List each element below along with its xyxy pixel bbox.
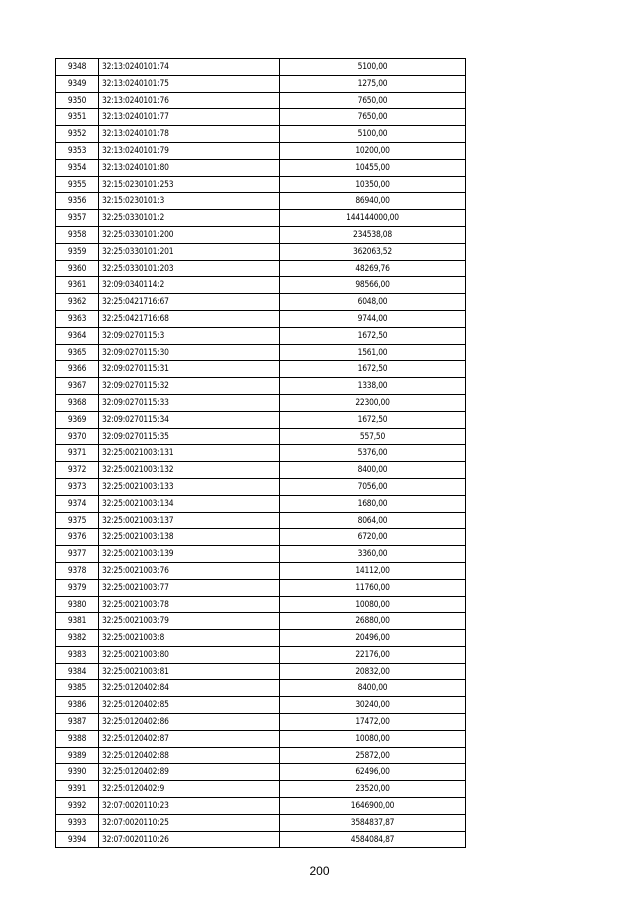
table-row	[56, 697, 466, 714]
cadastral-number-cell: 32:25:0421716:67	[99, 294, 280, 311]
cadastral-value-table	[55, 58, 466, 848]
row-number-cell: 9365	[56, 344, 99, 361]
cadastral-number-cell: 32:13:0240101:77	[99, 109, 280, 126]
table-row	[56, 546, 466, 563]
table-row	[56, 730, 466, 747]
row-number-cell: 9366	[56, 361, 99, 378]
cadastral-value-cell: 7056,00	[280, 478, 466, 495]
cadastral-value-cell: 10455,00	[280, 159, 466, 176]
cadastral-number-cell: 32:07:0020110:25	[99, 814, 280, 831]
row-number-cell: 9354	[56, 159, 99, 176]
cadastral-value-cell: 7650,00	[280, 92, 466, 109]
table-row	[56, 428, 466, 445]
row-number-cell: 9352	[56, 126, 99, 143]
cadastral-number-cell: 32:25:0021003:78	[99, 596, 280, 613]
cadastral-value-cell: 1646900,00	[280, 798, 466, 815]
row-number-cell: 9350	[56, 92, 99, 109]
cadastral-value-cell: 11760,00	[280, 579, 466, 596]
cadastral-value-cell: 1680,00	[280, 495, 466, 512]
table-row	[56, 210, 466, 227]
cadastral-number-cell: 32:25:0021003:80	[99, 646, 280, 663]
table-row	[56, 663, 466, 680]
cadastral-number-cell: 32:07:0020110:26	[99, 831, 280, 848]
cadastral-number-cell: 32:25:0120402:89	[99, 764, 280, 781]
table-row	[56, 176, 466, 193]
cadastral-number-cell: 32:25:0021003:81	[99, 663, 280, 680]
row-number-cell: 9360	[56, 260, 99, 277]
cadastral-number-cell: 32:25:0021003:79	[99, 613, 280, 630]
cadastral-number-cell: 32:13:0240101:74	[99, 59, 280, 76]
cadastral-number-cell: 32:25:0021003:138	[99, 529, 280, 546]
row-number-cell: 9381	[56, 613, 99, 630]
row-number-cell: 9388	[56, 730, 99, 747]
table-row	[56, 327, 466, 344]
cadastral-number-cell: 32:25:0120402:87	[99, 730, 280, 747]
row-number-cell: 9375	[56, 512, 99, 529]
cadastral-value-cell: 14112,00	[280, 562, 466, 579]
cadastral-value-cell: 25872,00	[280, 747, 466, 764]
cadastral-value-cell: 1275,00	[280, 75, 466, 92]
cadastral-number-cell: 32:15:0230101:3	[99, 193, 280, 210]
cadastral-value-cell: 22300,00	[280, 394, 466, 411]
cadastral-value-cell: 1672,50	[280, 327, 466, 344]
cadastral-number-cell: 32:07:0020110:23	[99, 798, 280, 815]
cadastral-number-cell: 32:25:0120402:86	[99, 714, 280, 731]
table-row	[56, 277, 466, 294]
cadastral-value-cell: 8064,00	[280, 512, 466, 529]
cadastral-number-cell: 32:25:0421716:68	[99, 310, 280, 327]
cadastral-value-cell: 8400,00	[280, 680, 466, 697]
row-number-cell: 9379	[56, 579, 99, 596]
cadastral-value-cell: 5376,00	[280, 445, 466, 462]
row-number-cell: 9371	[56, 445, 99, 462]
table-row	[56, 243, 466, 260]
cadastral-value-cell: 10200,00	[280, 142, 466, 159]
row-number-cell: 9349	[56, 75, 99, 92]
cadastral-value-cell: 3584837,87	[280, 814, 466, 831]
cadastral-value-cell: 62496,00	[280, 764, 466, 781]
cadastral-number-cell: 32:25:0021003:8	[99, 630, 280, 647]
cadastral-number-cell: 32:25:0330101:201	[99, 243, 280, 260]
table-row	[56, 411, 466, 428]
cadastral-value-cell: 362063,52	[280, 243, 466, 260]
cadastral-value-cell: 20496,00	[280, 630, 466, 647]
row-number-cell: 9356	[56, 193, 99, 210]
row-number-cell: 9389	[56, 747, 99, 764]
cadastral-number-cell: 32:25:0021003:137	[99, 512, 280, 529]
cadastral-value-cell: 22176,00	[280, 646, 466, 663]
table-row	[56, 159, 466, 176]
cadastral-value-cell: 5100,00	[280, 59, 466, 76]
cadastral-number-cell: 32:25:0021003:76	[99, 562, 280, 579]
cadastral-value-cell: 6048,00	[280, 294, 466, 311]
table-row	[56, 680, 466, 697]
cadastral-value-cell: 30240,00	[280, 697, 466, 714]
table-row	[56, 781, 466, 798]
table-row	[56, 646, 466, 663]
table-row	[56, 630, 466, 647]
cadastral-number-cell: 32:09:0270115:30	[99, 344, 280, 361]
row-number-cell: 9384	[56, 663, 99, 680]
row-number-cell: 9386	[56, 697, 99, 714]
row-number-cell: 9368	[56, 394, 99, 411]
row-number-cell: 9359	[56, 243, 99, 260]
table-row	[56, 193, 466, 210]
table-row	[56, 495, 466, 512]
cadastral-value-cell: 9744,00	[280, 310, 466, 327]
cadastral-number-cell: 32:13:0240101:80	[99, 159, 280, 176]
row-number-cell: 9358	[56, 226, 99, 243]
table-row	[56, 462, 466, 479]
row-number-cell: 9374	[56, 495, 99, 512]
row-number-cell: 9383	[56, 646, 99, 663]
row-number-cell: 9393	[56, 814, 99, 831]
table-row	[56, 142, 466, 159]
cadastral-number-cell: 32:25:0120402:9	[99, 781, 280, 798]
cadastral-number-cell: 32:09:0270115:3	[99, 327, 280, 344]
cadastral-value-cell: 557,50	[280, 428, 466, 445]
row-number-cell: 9370	[56, 428, 99, 445]
row-number-cell: 9351	[56, 109, 99, 126]
row-number-cell: 9377	[56, 546, 99, 563]
cadastral-value-cell: 3360,00	[280, 546, 466, 563]
table-row	[56, 75, 466, 92]
table-row	[56, 226, 466, 243]
cadastral-value-cell: 1672,50	[280, 411, 466, 428]
table-row	[56, 714, 466, 731]
row-number-cell: 9364	[56, 327, 99, 344]
cadastral-number-cell: 32:25:0021003:133	[99, 478, 280, 495]
row-number-cell: 9373	[56, 478, 99, 495]
row-number-cell: 9378	[56, 562, 99, 579]
row-number-cell: 9394	[56, 831, 99, 848]
page-number: 200	[309, 864, 330, 878]
cadastral-value-cell: 98566,00	[280, 277, 466, 294]
cadastral-number-cell: 32:13:0240101:78	[99, 126, 280, 143]
cadastral-number-cell: 32:13:0240101:76	[99, 92, 280, 109]
cadastral-number-cell: 32:13:0240101:79	[99, 142, 280, 159]
table-row	[56, 478, 466, 495]
cadastral-value-cell: 20832,00	[280, 663, 466, 680]
row-number-cell: 9376	[56, 529, 99, 546]
table-row	[56, 596, 466, 613]
cadastral-value-cell: 4584084,87	[280, 831, 466, 848]
row-number-cell: 9353	[56, 142, 99, 159]
row-number-cell: 9391	[56, 781, 99, 798]
cadastral-value-cell: 86940,00	[280, 193, 466, 210]
cadastral-value-cell: 1338,00	[280, 378, 466, 395]
cadastral-value-cell: 7650,00	[280, 109, 466, 126]
cadastral-number-cell: 32:25:0120402:85	[99, 697, 280, 714]
cadastral-number-cell: 32:25:0330101:2	[99, 210, 280, 227]
row-number-cell: 9385	[56, 680, 99, 697]
row-number-cell: 9355	[56, 176, 99, 193]
row-number-cell: 9367	[56, 378, 99, 395]
cadastral-number-cell: 32:09:0340114:2	[99, 277, 280, 294]
table-row	[56, 294, 466, 311]
cadastral-number-cell: 32:25:0330101:200	[99, 226, 280, 243]
table-row	[56, 529, 466, 546]
row-number-cell: 9372	[56, 462, 99, 479]
row-number-cell: 9369	[56, 411, 99, 428]
cadastral-value-cell: 23520,00	[280, 781, 466, 798]
row-number-cell: 9363	[56, 310, 99, 327]
cadastral-number-cell: 32:09:0270115:31	[99, 361, 280, 378]
row-number-cell: 9382	[56, 630, 99, 647]
cadastral-number-cell: 32:25:0021003:134	[99, 495, 280, 512]
row-number-cell: 9387	[56, 714, 99, 731]
cadastral-number-cell: 32:25:0021003:132	[99, 462, 280, 479]
cadastral-value-cell: 17472,00	[280, 714, 466, 731]
cadastral-number-cell: 32:09:0270115:32	[99, 378, 280, 395]
cadastral-value-cell: 8400,00	[280, 462, 466, 479]
row-number-cell: 9348	[56, 59, 99, 76]
table-row	[56, 126, 466, 143]
cadastral-value-cell: 48269,76	[280, 260, 466, 277]
table-row	[56, 260, 466, 277]
table-row	[56, 512, 466, 529]
table-row	[56, 579, 466, 596]
cadastral-value-cell: 1672,50	[280, 361, 466, 378]
table-row	[56, 344, 466, 361]
row-number-cell: 9362	[56, 294, 99, 311]
cadastral-number-cell: 32:25:0021003:139	[99, 546, 280, 563]
table-body	[56, 59, 466, 848]
row-number-cell: 9390	[56, 764, 99, 781]
cadastral-value-cell: 10080,00	[280, 730, 466, 747]
cadastral-value-cell: 234538,08	[280, 226, 466, 243]
cadastral-number-cell: 32:25:0120402:88	[99, 747, 280, 764]
cadastral-value-cell: 6720,00	[280, 529, 466, 546]
table-row	[56, 59, 466, 76]
table-row	[56, 361, 466, 378]
cadastral-number-cell: 32:25:0021003:131	[99, 445, 280, 462]
table-row	[56, 310, 466, 327]
table-row	[56, 798, 466, 815]
row-number-cell: 9392	[56, 798, 99, 815]
cadastral-value-cell: 144144000,00	[280, 210, 466, 227]
table-row	[56, 445, 466, 462]
table-row	[56, 747, 466, 764]
cadastral-value-cell: 5100,00	[280, 126, 466, 143]
table-row	[56, 831, 466, 848]
table-row	[56, 378, 466, 395]
cadastral-number-cell: 32:13:0240101:75	[99, 75, 280, 92]
table-row	[56, 764, 466, 781]
row-number-cell: 9380	[56, 596, 99, 613]
table-row	[56, 814, 466, 831]
table-row	[56, 562, 466, 579]
table-row	[56, 613, 466, 630]
cadastral-value-cell: 10080,00	[280, 596, 466, 613]
cadastral-value-cell: 10350,00	[280, 176, 466, 193]
row-number-cell: 9361	[56, 277, 99, 294]
table-row	[56, 394, 466, 411]
cadastral-value-cell: 26880,00	[280, 613, 466, 630]
cadastral-number-cell: 32:09:0270115:34	[99, 411, 280, 428]
cadastral-number-cell: 32:09:0270115:35	[99, 428, 280, 445]
table-row	[56, 109, 466, 126]
cadastral-value-cell: 1561,00	[280, 344, 466, 361]
cadastral-number-cell: 32:25:0120402:84	[99, 680, 280, 697]
cadastral-number-cell: 32:25:0021003:77	[99, 579, 280, 596]
cadastral-number-cell: 32:25:0330101:203	[99, 260, 280, 277]
row-number-cell: 9357	[56, 210, 99, 227]
table-row	[56, 92, 466, 109]
cadastral-number-cell: 32:15:0230101:253	[99, 176, 280, 193]
cadastral-number-cell: 32:09:0270115:33	[99, 394, 280, 411]
